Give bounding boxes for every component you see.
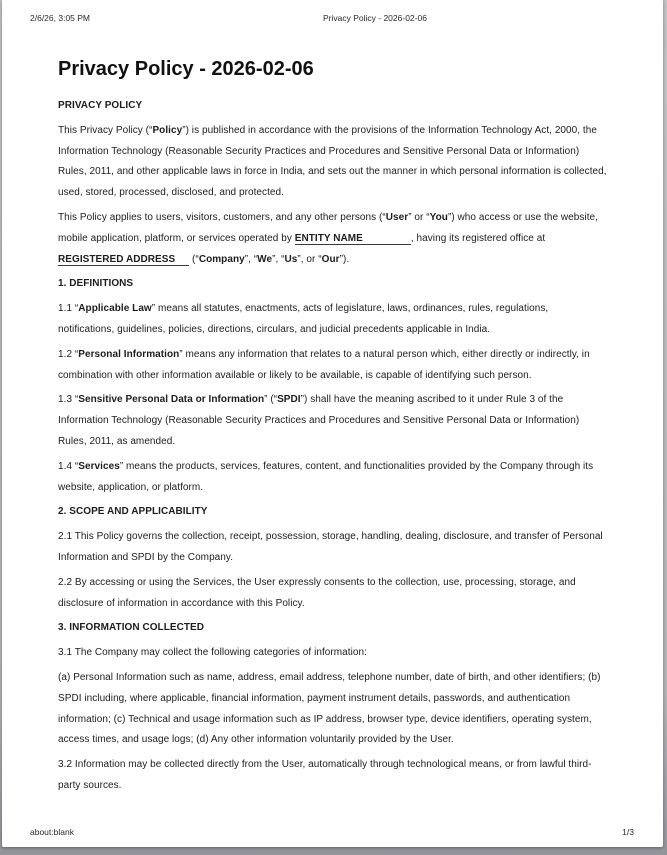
scope-paragraph-2-2: 2.2 By accessing or using the Services, the User expressly consents to the collection, use, processing, storage, and disclosure of information in accordance with this Policy. [58,576,576,609]
paragraph-3-2: 3.2 Information may be collected directly from the User, automatically through technological means, or from lawful third-party sources. [58,759,592,791]
print-header-title: Privacy Policy - 2026-02-06 [323,13,427,23]
privacy-policy-heading: PRIVACY POLICY [58,100,143,111]
print-footer [30,827,634,837]
print-footer-url: about:blank [30,827,74,837]
definition-spdi: 1.3 “Sensitive Personal Data or Information” (“SPDI”) shall have the meaning ascribed to it under Rule 3 of the Information Technology (Reasonable Security Practices and Procedures and Sensitive Personal Data or Information) Rules, 2011, as amended. [58,394,580,447]
information-categories-paragraph: (a) Personal Information such as name, address, email address, telephone number, date of birth, and other identifiers; (b) SPDI including, where applicable, financial information, payment instrument details, passwords, and authentication information; (c) Technical and usage information such as IP address, browser type, device identifiers, operating system, access times, and usage logs; (d) Any other information voluntarily provided by the User. [58,671,601,746]
definitions-section-heading: 1. DEFINITIONS [58,278,134,290]
document-sheet [2,0,663,847]
information-collected-section-heading: 3. INFORMATION COLLECTED [58,622,205,634]
print-header [2,13,663,25]
fill-in-blank: REGISTERED ADDRESS [58,254,189,266]
scope-paragraph-2-1: 2.1 This Policy governs the collection, receipt, possession, storage, handling, dealing, disclosure, and transfer of Personal Information and SPDI by the Company. [58,531,603,563]
definition-personal-information: 1.2 “Personal Information” means any information that relates to a natural person which, either directly or indirectly, in combination with other information available or likely to be available, is capable of identifying such person. [58,348,590,381]
definition-services: 1.4 “Services” means the products, services, features, content, and functionalities provided by the Company through its website, application, or platform. [58,460,594,493]
paragraph-3-1: 3.1 The Company may collect the following categories of information: [58,647,367,659]
definition-applicable-law: 1.1 “Applicable Law” means all statutes, enactments, acts of legislature, laws, ordinances, rules, regulations, notifications, guidelines, policies, directions, circulars, and judicial precedents applicable in India. [58,303,549,335]
scope-section-heading: 2. SCOPE AND APPLICABILITY [58,506,208,518]
document-title: Privacy Policy - 2026-02-06 [58,58,314,80]
print-header-datetime: 2/6/26, 3:05 PM [30,13,91,23]
document-body [58,96,607,797]
applicability-paragraph: This Policy applies to users, visitors, customers, and any other persons (“User” or “You”) who access or use the website, mobile application, platform, or services operated by ENTITY NAME , having its registered office at REGISTERED ADDRESS (“Company”, “We”, “Us”, or “Our”). [58,211,598,265]
print-footer-page-indicator: 1/3 [622,827,634,837]
document-content [2,25,663,801]
fill-in-blank: ENTITY NAME [295,233,411,245]
intro-paragraph: This Privacy Policy (“Policy”) is published in accordance with the provisions of the Information Technology Act, 2000, the Information Technology (Reasonable Security Practices and Procedures and Sensitive Personal Data or Information) Rules, 2011, and other applicable laws in force in India, and sets out the manner in which personal information is collected, used, stored, processed, disclosed, and protected. [58,124,607,199]
